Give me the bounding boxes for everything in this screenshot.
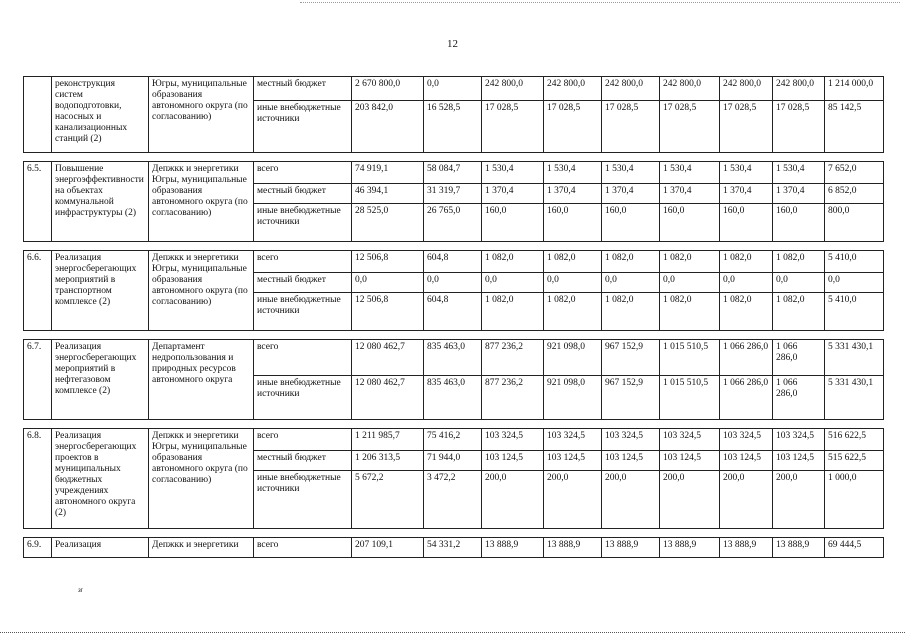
amount-cell: 200,0 bbox=[602, 471, 660, 529]
amount-cell: 1 370,4 bbox=[544, 184, 602, 204]
amount-cell: 516 622,5 bbox=[825, 429, 884, 451]
table-row bbox=[24, 162, 884, 184]
amount-cell: 71 944,0 bbox=[424, 451, 482, 471]
program-table bbox=[23, 76, 884, 558]
section-gap-cell bbox=[24, 242, 884, 251]
section-gap bbox=[24, 529, 884, 538]
amount-cell: 26 765,0 bbox=[424, 204, 482, 242]
funding-source-cell: всего bbox=[254, 340, 352, 376]
table-row bbox=[24, 251, 884, 273]
amount-cell: 17 028,5 bbox=[602, 101, 660, 153]
page-number: 12 bbox=[447, 38, 458, 50]
executor-cell: Депжкк и энергетики Югры, муниципальные образования автономного округа (по согласованию) bbox=[149, 162, 254, 242]
amount-cell: 1 082,0 bbox=[720, 251, 773, 273]
amount-cell: 17 028,5 bbox=[720, 101, 773, 153]
amount-cell: 12 506,8 bbox=[352, 293, 424, 331]
amount-cell: 12 080 462,7 bbox=[352, 376, 424, 420]
amount-cell: 800,0 bbox=[825, 204, 884, 242]
amount-cell: 1 082,0 bbox=[773, 293, 825, 331]
event-name-cell: Повышение энергоэффективности на объектах коммунальной инфраструктуры (2) bbox=[52, 162, 149, 242]
amount-cell: 13 888,9 bbox=[544, 538, 602, 558]
amount-cell: 16 528,5 bbox=[424, 101, 482, 153]
amount-cell: 0,0 bbox=[424, 77, 482, 101]
table-row bbox=[24, 538, 884, 558]
amount-cell: 103 324,5 bbox=[660, 429, 720, 451]
amount-cell: 0,0 bbox=[424, 273, 482, 293]
amount-cell: 1 082,0 bbox=[720, 293, 773, 331]
amount-cell: 85 142,5 bbox=[825, 101, 884, 153]
amount-cell: 877 236,2 bbox=[482, 340, 544, 376]
amount-cell: 1 370,4 bbox=[482, 184, 544, 204]
amount-cell: 17 028,5 bbox=[482, 101, 544, 153]
executor-cell: Депжкк и энергетики bbox=[149, 538, 254, 558]
amount-cell: 46 394,1 bbox=[352, 184, 424, 204]
amount-cell: 1 015 510,5 bbox=[660, 376, 720, 420]
section-gap bbox=[24, 420, 884, 429]
amount-cell: 103 124,5 bbox=[482, 451, 544, 471]
amount-cell: 103 324,5 bbox=[602, 429, 660, 451]
amount-cell: 1 370,4 bbox=[602, 184, 660, 204]
amount-cell: 1 066 286,0 bbox=[773, 340, 825, 376]
amount-cell: 242 800,0 bbox=[544, 77, 602, 101]
amount-cell: 74 919,1 bbox=[352, 162, 424, 184]
item-number-cell bbox=[24, 77, 52, 153]
funding-source-cell: всего bbox=[254, 538, 352, 558]
table-row bbox=[24, 340, 884, 376]
funding-source-cell: местный бюджет bbox=[254, 273, 352, 293]
amount-cell: 200,0 bbox=[544, 471, 602, 529]
item-number-cell: 6.9. bbox=[24, 538, 52, 558]
amount-cell: 242 800,0 bbox=[720, 77, 773, 101]
amount-cell: 1 530,4 bbox=[544, 162, 602, 184]
amount-cell: 242 800,0 bbox=[660, 77, 720, 101]
amount-cell: 12 080 462,7 bbox=[352, 340, 424, 376]
amount-cell: 17 028,5 bbox=[544, 101, 602, 153]
funding-source-cell: всего bbox=[254, 429, 352, 451]
amount-cell: 5 410,0 bbox=[825, 251, 884, 273]
amount-cell: 1 530,4 bbox=[660, 162, 720, 184]
amount-cell: 103 324,5 bbox=[773, 429, 825, 451]
section-gap-cell bbox=[24, 529, 884, 538]
amount-cell: 31 319,7 bbox=[424, 184, 482, 204]
amount-cell: 0,0 bbox=[720, 273, 773, 293]
amount-cell: 0,0 bbox=[660, 273, 720, 293]
amount-cell: 103 124,5 bbox=[773, 451, 825, 471]
amount-cell: 835 463,0 bbox=[424, 340, 482, 376]
amount-cell: 967 152,9 bbox=[602, 340, 660, 376]
amount-cell: 1 082,0 bbox=[773, 251, 825, 273]
amount-cell: 0,0 bbox=[352, 273, 424, 293]
amount-cell: 1 015 510,5 bbox=[660, 340, 720, 376]
amount-cell: 160,0 bbox=[544, 204, 602, 242]
amount-cell: 5 410,0 bbox=[825, 293, 884, 331]
funding-source-cell: всего bbox=[254, 251, 352, 273]
amount-cell: 200,0 bbox=[660, 471, 720, 529]
amount-cell: 3 472,2 bbox=[424, 471, 482, 529]
amount-cell: 69 444,5 bbox=[825, 538, 884, 558]
amount-cell: 207 109,1 bbox=[352, 538, 424, 558]
amount-cell: 1 000,0 bbox=[825, 471, 884, 529]
amount-cell: 242 800,0 bbox=[773, 77, 825, 101]
amount-cell: 1 211 985,7 bbox=[352, 429, 424, 451]
amount-cell: 58 084,7 bbox=[424, 162, 482, 184]
amount-cell: 160,0 bbox=[602, 204, 660, 242]
amount-cell: 835 463,0 bbox=[424, 376, 482, 420]
amount-cell: 17 028,5 bbox=[660, 101, 720, 153]
amount-cell: 967 152,9 bbox=[602, 376, 660, 420]
amount-cell: 0,0 bbox=[544, 273, 602, 293]
section-gap-cell bbox=[24, 153, 884, 162]
amount-cell: 877 236,2 bbox=[482, 376, 544, 420]
executor-cell: Депжкк и энергетики Югры, муниципальные образования автономного округа (по согласованию) bbox=[149, 429, 254, 529]
amount-cell: 1 370,4 bbox=[660, 184, 720, 204]
amount-cell: 604,8 bbox=[424, 251, 482, 273]
amount-cell: 1 082,0 bbox=[482, 293, 544, 331]
event-name-cell: Реализация энергосберегающих мероприятий в нефтегазовом комплексе (2) bbox=[52, 340, 149, 420]
amount-cell: 1 214 000,0 bbox=[825, 77, 884, 101]
amount-cell: 5 672,2 bbox=[352, 471, 424, 529]
funding-source-cell: всего bbox=[254, 162, 352, 184]
amount-cell: 13 888,9 bbox=[482, 538, 544, 558]
amount-cell: 1 082,0 bbox=[660, 251, 720, 273]
executor-cell: Югры, муниципальные образования автономного округа (по согласованию) bbox=[149, 77, 254, 153]
amount-cell: 12 506,8 bbox=[352, 251, 424, 273]
amount-cell: 1 370,4 bbox=[720, 184, 773, 204]
amount-cell: 1 066 286,0 bbox=[720, 340, 773, 376]
funding-source-cell: местный бюджет bbox=[254, 184, 352, 204]
amount-cell: 0,0 bbox=[602, 273, 660, 293]
item-number-cell: 6.8. bbox=[24, 429, 52, 529]
amount-cell: 103 124,5 bbox=[602, 451, 660, 471]
amount-cell: 103 324,5 bbox=[482, 429, 544, 451]
amount-cell: 2 670 800,0 bbox=[352, 77, 424, 101]
scan-edge-top bbox=[300, 2, 900, 3]
executor-cell: Депжкк и энергетики Югры, муниципальные образования автономного округа (по согласованию) bbox=[149, 251, 254, 331]
amount-cell: 1 082,0 bbox=[660, 293, 720, 331]
amount-cell: 1 370,4 bbox=[773, 184, 825, 204]
amount-cell: 160,0 bbox=[660, 204, 720, 242]
amount-cell: 1 082,0 bbox=[544, 251, 602, 273]
section-gap-cell bbox=[24, 420, 884, 429]
amount-cell: 200,0 bbox=[720, 471, 773, 529]
amount-cell: 0,0 bbox=[482, 273, 544, 293]
amount-cell: 1 530,4 bbox=[720, 162, 773, 184]
table-row bbox=[24, 429, 884, 451]
amount-cell: 13 888,9 bbox=[773, 538, 825, 558]
amount-cell: 604,8 bbox=[424, 293, 482, 331]
amount-cell: 13 888,9 bbox=[660, 538, 720, 558]
amount-cell: 242 800,0 bbox=[482, 77, 544, 101]
amount-cell: 921 098,0 bbox=[544, 376, 602, 420]
amount-cell: 242 800,0 bbox=[602, 77, 660, 101]
amount-cell: 103 124,5 bbox=[660, 451, 720, 471]
amount-cell: 1 206 313,5 bbox=[352, 451, 424, 471]
table-row bbox=[24, 77, 884, 101]
amount-cell: 7 652,0 bbox=[825, 162, 884, 184]
amount-cell: 103 124,5 bbox=[720, 451, 773, 471]
amount-cell: 1 082,0 bbox=[544, 293, 602, 331]
amount-cell: 75 416,2 bbox=[424, 429, 482, 451]
amount-cell: 921 098,0 bbox=[544, 340, 602, 376]
amount-cell: 160,0 bbox=[773, 204, 825, 242]
amount-cell: 103 124,5 bbox=[544, 451, 602, 471]
amount-cell: 13 888,9 bbox=[720, 538, 773, 558]
amount-cell: 0,0 bbox=[773, 273, 825, 293]
amount-cell: 1 082,0 bbox=[482, 251, 544, 273]
section-gap bbox=[24, 153, 884, 162]
amount-cell: 0,0 bbox=[825, 273, 884, 293]
amount-cell: 17 028,5 bbox=[773, 101, 825, 153]
event-name-cell: Реализация bbox=[52, 538, 149, 558]
amount-cell: 203 842,0 bbox=[352, 101, 424, 153]
amount-cell: 1 082,0 bbox=[602, 293, 660, 331]
amount-cell: 103 324,5 bbox=[720, 429, 773, 451]
funding-source-cell: иные внебюджетные источники bbox=[254, 204, 352, 242]
item-number-cell: 6.6. bbox=[24, 251, 52, 331]
scan-edge-bottom bbox=[0, 632, 905, 633]
amount-cell: 103 324,5 bbox=[544, 429, 602, 451]
funding-source-cell: местный бюджет bbox=[254, 77, 352, 101]
table-body bbox=[24, 77, 884, 558]
event-name-cell: Реализация энергосберегающих проектов в муниципальных бюджетных учреждениях автономного округа (2) bbox=[52, 429, 149, 529]
section-gap bbox=[24, 331, 884, 340]
amount-cell: 160,0 bbox=[720, 204, 773, 242]
amount-cell: 1 530,4 bbox=[602, 162, 660, 184]
funding-source-cell: иные внебюджетные источники bbox=[254, 101, 352, 153]
funding-source-cell: иные внебюджетные источники bbox=[254, 376, 352, 420]
section-gap bbox=[24, 242, 884, 251]
item-number-cell: 6.5. bbox=[24, 162, 52, 242]
amount-cell: 160,0 bbox=[482, 204, 544, 242]
funding-source-cell: иные внебюджетные источники bbox=[254, 293, 352, 331]
amount-cell: 13 888,9 bbox=[602, 538, 660, 558]
amount-cell: 1 530,4 bbox=[773, 162, 825, 184]
amount-cell: 6 852,0 bbox=[825, 184, 884, 204]
funding-source-cell: местный бюджет bbox=[254, 451, 352, 471]
amount-cell: 1 066 286,0 bbox=[773, 376, 825, 420]
amount-cell: 1 530,4 bbox=[482, 162, 544, 184]
event-name-cell: реконструкция систем водоподготовки, насосных и канализационных станций (2) bbox=[52, 77, 149, 153]
footer-mark: зг bbox=[78, 588, 83, 594]
executor-cell: Департамент недропользования и природных ресурсов автономного округа bbox=[149, 340, 254, 420]
amount-cell: 1 066 286,0 bbox=[720, 376, 773, 420]
amount-cell: 200,0 bbox=[482, 471, 544, 529]
amount-cell: 200,0 bbox=[773, 471, 825, 529]
amount-cell: 54 331,2 bbox=[424, 538, 482, 558]
funding-source-cell: иные внебюджетные источники bbox=[254, 471, 352, 529]
item-number-cell: 6.7. bbox=[24, 340, 52, 420]
amount-cell: 1 082,0 bbox=[602, 251, 660, 273]
amount-cell: 5 331 430,1 bbox=[825, 376, 884, 420]
section-gap-cell bbox=[24, 331, 884, 340]
amount-cell: 515 622,5 bbox=[825, 451, 884, 471]
amount-cell: 28 525,0 bbox=[352, 204, 424, 242]
amount-cell: 5 331 430,1 bbox=[825, 340, 884, 376]
event-name-cell: Реализация энергосберегающих мероприятий в транспортном комплексе (2) bbox=[52, 251, 149, 331]
